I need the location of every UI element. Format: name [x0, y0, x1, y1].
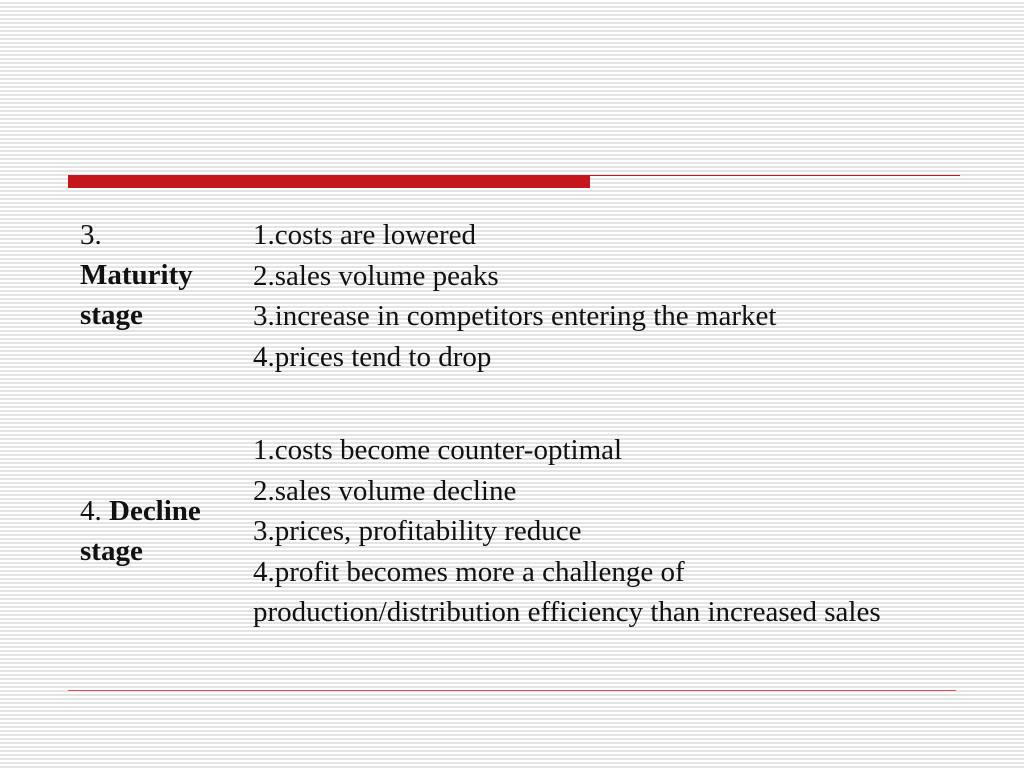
title-divider-thick: [68, 175, 590, 188]
decline-characteristics-list: [253, 430, 943, 633]
stage-label-maturity: [80, 215, 240, 335]
stage-name-suffix: stage: [80, 535, 143, 567]
stage-name: Maturity: [80, 259, 193, 291]
stage-number: 4.: [80, 495, 102, 527]
list-item: 1.costs are lowered: [253, 219, 477, 251]
stage-label-decline: [80, 491, 240, 571]
list-item: 4.prices tend to drop: [253, 340, 492, 373]
list-item: 2.sales volume peaks: [253, 259, 499, 292]
list-item: 1.costs become counter-optimal: [253, 434, 623, 466]
list-item: 3.increase in competitors entering the market: [253, 300, 777, 332]
title-divider-thin: [590, 175, 960, 176]
stage-name: Decline: [109, 495, 201, 527]
maturity-characteristics-list: [253, 215, 943, 377]
stage-number: 3.: [80, 219, 102, 251]
list-item: 4.profit becomes more a challenge of production/distribution efficiency than increased sales: [253, 555, 881, 628]
list-item: 3.prices, profitability reduce: [253, 515, 582, 547]
list-item: 2.sales volume decline: [253, 474, 517, 507]
stage-name-suffix: stage: [80, 299, 143, 331]
bottom-divider: [68, 690, 956, 691]
